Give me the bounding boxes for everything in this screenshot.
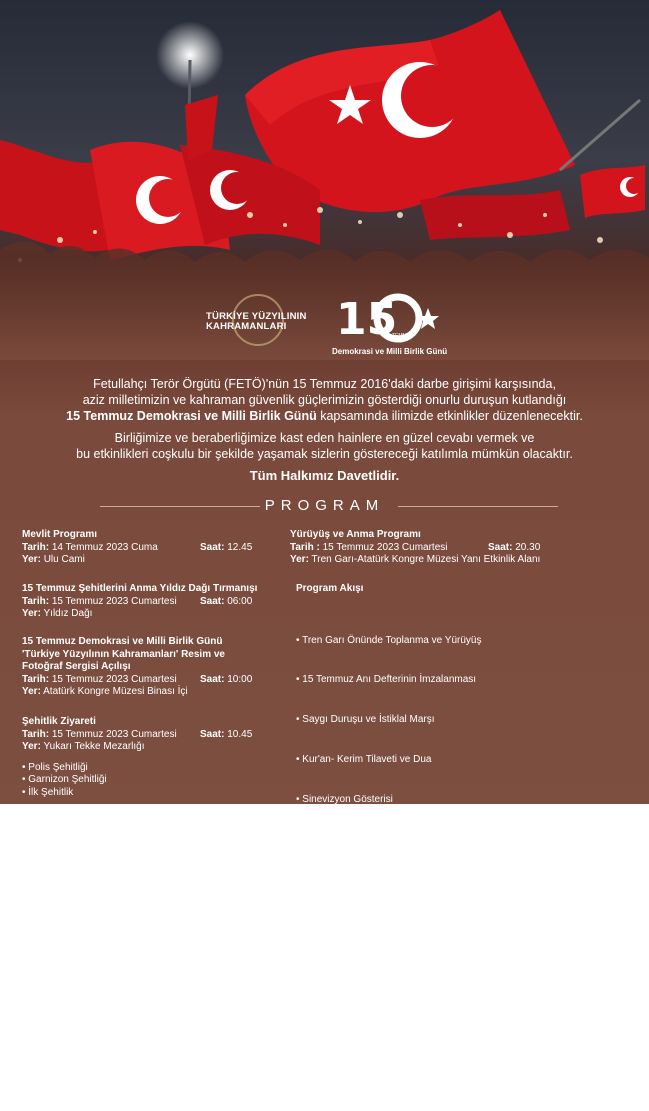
intro-line-3-bold: 15 Temmuz Demokrasi ve Milli Birlik Günü (66, 409, 317, 423)
event-place-row (22, 554, 292, 567)
time-group (200, 729, 252, 742)
list-item: Konuşması - Canlı Yayın (296, 1031, 646, 1046)
time-value: 06:00 (227, 596, 252, 607)
program-heading (0, 496, 649, 516)
intro-line-2: aziz milletimizin ve kahraman güvenlik güçlerimizin gösterdiği onurlu duruşun kutlandığı (0, 392, 649, 408)
list-item: • 16 Temmuz 2023 Pazar Günü Saat 00.13'te Selaların Okunması (296, 1071, 646, 1086)
time-label: Saat: (200, 729, 224, 740)
date-value: 15 Temmuz 2023 Cumartesi (52, 729, 177, 740)
place-label: Yer: (22, 686, 41, 697)
time-value: 10.45 (227, 729, 252, 740)
logo-month: TEMMUZ (392, 333, 413, 339)
event-date-row (22, 674, 292, 687)
15-temmuz-emblem-icon (332, 290, 442, 346)
date-label: Tarih : (290, 542, 320, 553)
event-title: Yürüyüş ve Anma Programı (290, 529, 640, 542)
program-flow (296, 583, 646, 1111)
intro-line-3-rest: kapsamında ilimizde etkinlikler düzenlenecektir. (317, 409, 583, 423)
list-item: • İlk Şehitlik (22, 787, 292, 800)
place-label: Yer: (22, 741, 41, 752)
event-sehitlik (22, 716, 292, 799)
event-title-2: 'Türkiye Yüzyılının Kahramanları' Resim ve (22, 649, 292, 662)
time-group (488, 542, 540, 555)
intro-line-3 (0, 408, 649, 424)
time-label: Saat: (200, 674, 224, 685)
event-title-3: Fotoğraf Sergisi Açılışı (22, 661, 292, 674)
place-label: Yer: (290, 554, 309, 565)
program-flow-title: Program Akışı (296, 583, 646, 596)
date-value: 15 Temmuz 2023 Cumartesi (52, 596, 177, 607)
logo-number: 15 (336, 294, 397, 345)
turkiye-yuzyili-logo (206, 294, 326, 344)
event-date-row (22, 729, 292, 742)
place-label: Yer: (22, 608, 41, 619)
list-item: Sahnede Sancak Teslimi (296, 912, 646, 927)
place-label: Yer: (22, 554, 41, 565)
event-title: 15 Temmuz Demokrasi ve Milli Birlik Günü (22, 636, 292, 649)
program-flow-list (296, 609, 646, 1111)
event-yildiz-dagi (22, 583, 292, 621)
event-date-row (22, 542, 292, 555)
list-item: • Sinevizyon Gösterisi (296, 793, 646, 808)
date-label: Tarih: (22, 596, 49, 607)
event-title: Şehitlik Ziyareti (22, 716, 292, 729)
intro-paragraph-2 (0, 430, 649, 462)
time-group (200, 542, 252, 555)
list-item: • Gençlik ve Spor İl Müdürlüğü Tarafından Sancak Koşusu ve (296, 872, 646, 887)
sehitlik-list (22, 762, 292, 800)
list-item: • Protokol Konuşmaları (296, 832, 646, 847)
list-item: • DTHM Korosu Müdürlüğü Solistlerinin Kahramanlık Türküleri Konseri (296, 952, 646, 967)
date-value: 15 Temmuz 2023 Cumartesi (323, 542, 448, 553)
event-place-row (22, 686, 292, 699)
date-value: 14 Temmuz 2023 Cuma (52, 542, 158, 553)
intro2-line-1: Birliğimize ve beraberliğimize kast eden hainlere en güzel cevabı vermek ve (0, 430, 649, 446)
list-item: • Polis Şehitliği (22, 762, 292, 775)
logo-left-text: TÜRKİYE YÜZYILININ KAHRAMANLARI (206, 312, 326, 332)
program-title: PROGRAM (0, 497, 649, 514)
event-date-row (290, 542, 640, 555)
time-value: 10:00 (227, 674, 252, 685)
event-title: 15 Temmuz Şehitlerini Anma Yıldız Dağı Tırmanışı (22, 583, 292, 596)
time-label: Saat: (200, 542, 224, 553)
intro-line-1: Fetullahçı Terör Örgütü (FETÖ)'nün 15 Temmuz 2016'daki darbe girişimi karşısında, (0, 376, 649, 392)
event-mevlit (22, 529, 292, 567)
time-value: 20.30 (515, 542, 540, 553)
event-date-row (22, 596, 292, 609)
15-temmuz-logo (332, 290, 442, 360)
date-value: 15 Temmuz 2023 Cumartesi (52, 674, 177, 685)
date-label: Tarih: (22, 729, 49, 740)
place-value: Yukarı Tekke Mezarlığı (44, 741, 145, 752)
time-label: Saat: (200, 596, 224, 607)
event-place-row (290, 554, 640, 567)
intro-paragraph (0, 376, 649, 424)
intro2-line-2: bu etkinlikleri coşkulu bir şekilde yaşamak sizlerin göstereceği katılımla mümkün olacaktır. (0, 446, 649, 462)
heading-divider-right (398, 506, 558, 507)
date-label: Tarih: (22, 542, 49, 553)
list-item: • Kur'an- Kerim Tilaveti ve Dua (296, 753, 646, 768)
time-group (200, 596, 252, 609)
event-yuruyus (290, 529, 640, 567)
list-item: • Cumhurbaşkanımız Sayın Recep Tayyip ERDOĞAN'ın (296, 992, 646, 1007)
place-value: Yıldız Dağı (44, 608, 93, 619)
event-sergi (22, 636, 292, 699)
list-item: • Saygı Duruşu ve İstiklal Marşı (296, 713, 646, 728)
time-value: 12.45 (227, 542, 252, 553)
list-item: • Tren Garı Önünde Toplanma ve Yürüyüş (296, 634, 646, 649)
place-value: Atatürk Kongre Müzesi Binası İçi (43, 686, 188, 697)
time-group (200, 674, 252, 687)
logo-right-subtitle: Demokrasi ve Milli Birlik Günü (332, 347, 447, 356)
list-item: • 15 Temmuz Anı Defterinin İmzalanması (296, 673, 646, 688)
date-label: Tarih: (22, 674, 49, 685)
list-item: • Garnizon Şehitliği (22, 774, 292, 787)
event-title: Mevlit Programı (22, 529, 292, 542)
time-label: Saat: (488, 542, 512, 553)
event-place-row (22, 741, 292, 754)
place-value: Tren Garı-Atatürk Kongre Müzesi Yanı Etkinlik Alanı (312, 554, 541, 565)
place-value: Ulu Cami (44, 554, 85, 565)
event-place-row (22, 608, 292, 621)
invitation-text: Tüm Halkımız Davetlidir. (0, 468, 649, 483)
header-logos (0, 288, 649, 363)
